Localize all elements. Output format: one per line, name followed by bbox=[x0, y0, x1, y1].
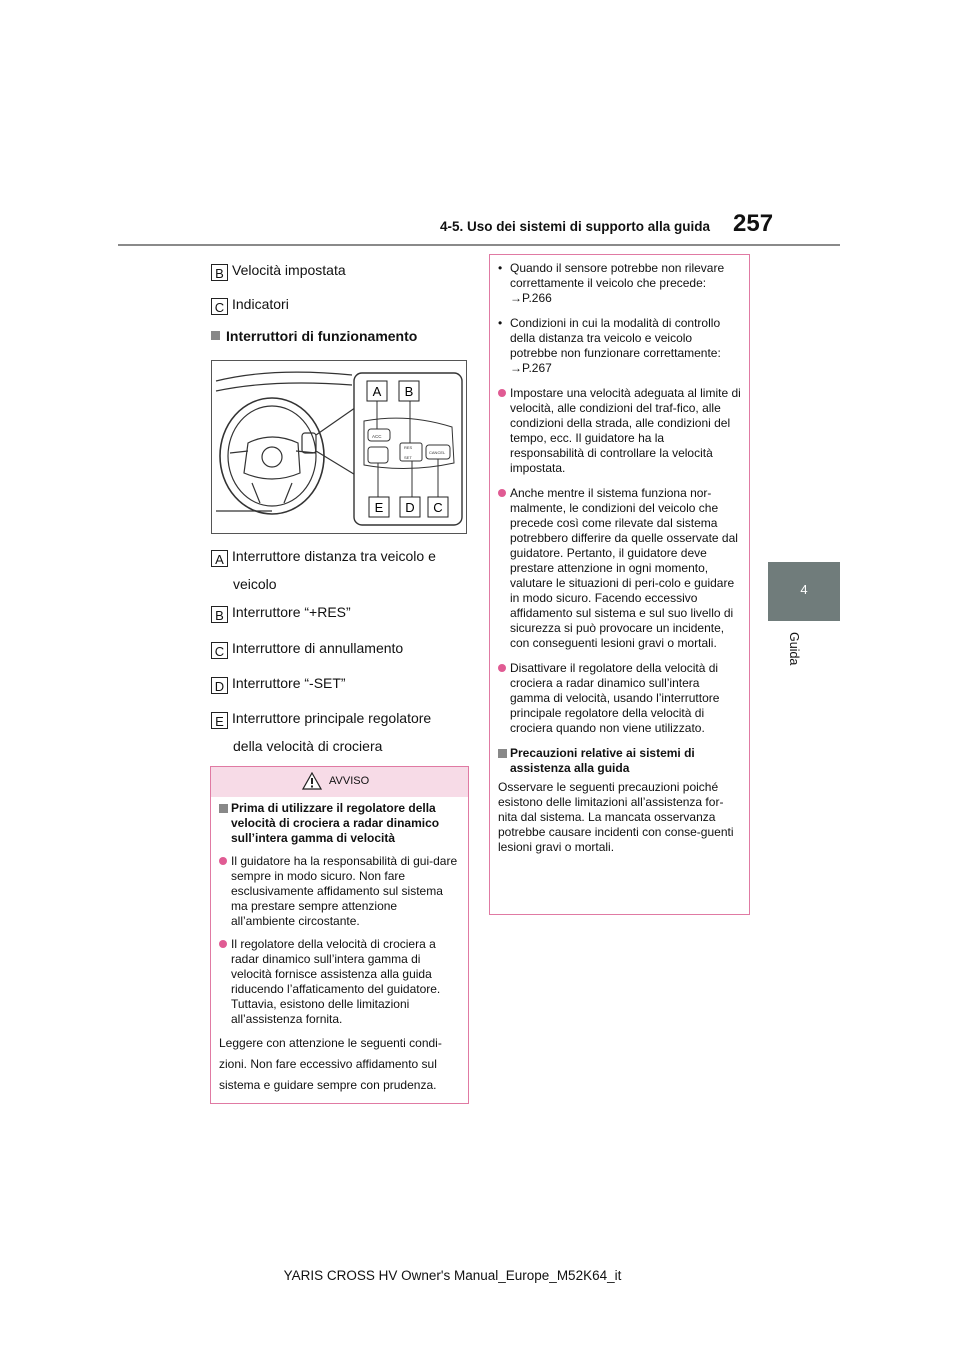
warning-bullet bbox=[219, 854, 460, 929]
warning-triangle-icon bbox=[302, 772, 322, 790]
legend-text: Interruttore “-SET” bbox=[232, 675, 346, 691]
page-reference: →P.267 bbox=[510, 361, 552, 375]
bullet-dot-icon bbox=[219, 940, 227, 948]
callout-label: C bbox=[211, 298, 228, 315]
switch-text-acc: ACC bbox=[372, 434, 382, 439]
legend-text: Velocità impostata bbox=[232, 262, 346, 278]
warning-header bbox=[211, 767, 468, 797]
steering-wheel-illustration bbox=[212, 361, 466, 533]
warning-heading bbox=[219, 801, 460, 846]
precautions-paragraph: Osservare le seguenti precauzioni poiché esistono delle limitazioni all’assistenza for-nita dal sistema. La mancata osservanza potrebbe causare incidenti con conse-guenti lesioni gravi o mortali. bbox=[498, 780, 734, 854]
precautions-heading bbox=[498, 746, 741, 776]
bullet-dot-icon bbox=[498, 489, 506, 497]
steering-wheel-switches-figure bbox=[211, 360, 467, 534]
section-heading-text: Interruttori di funzionamento bbox=[226, 328, 418, 344]
dash-bullet-icon: • bbox=[498, 316, 503, 330]
callout-label: B bbox=[211, 606, 228, 623]
legend-item-main-switch bbox=[211, 704, 471, 760]
square-bullet-icon bbox=[498, 749, 507, 758]
chapter-tab bbox=[768, 562, 840, 621]
precautions-heading-text: Precauzioni relative ai sistemi di assistenza alla guida bbox=[510, 746, 695, 775]
footer-model: YARIS CROSS HV Owner's Manual_Europe_M52K64_it bbox=[283, 1268, 622, 1283]
legend-text: Interruttore principale regolatore bbox=[232, 710, 432, 726]
precaution-bullet-text: Disattivare il regolatore della velocità di crociera a radar dinamico sull’intera gamma di velocità, usando l’interruttore principale regolatore della velocità di crociera quando non viene utilizzato. bbox=[510, 661, 720, 735]
precaution-bullet bbox=[498, 661, 741, 736]
warning-bullet-text: Il guidatore ha la responsabilità di gui-dare sempre in modo sicuro. Non fare esclusivamente affidamento sul sistema ma prestare sempre attenzione all’ambiente circostante. bbox=[231, 854, 458, 928]
callout-label: B bbox=[211, 264, 228, 281]
legend-text: Interruttore “+RES” bbox=[232, 604, 351, 620]
figure-callout-d: D bbox=[405, 500, 415, 515]
legend-item-set-speed bbox=[211, 256, 471, 284]
legend-item-indicators bbox=[211, 290, 471, 318]
precaution-bullet-text: Impostare una velocità adeguata al limite di velocità, alle condizioni del traf-fico, alle condizioni della strada, alle condizioni del tempo, ecc. Il guidatore ha la responsabilità di controllare la velocità impostata. bbox=[510, 386, 741, 475]
legend-text: Interruttore distanza tra veicolo e bbox=[232, 548, 436, 564]
page-header-title: 4-5. Uso dei sistemi di supporto alla guida bbox=[440, 219, 711, 234]
precaution-bullet bbox=[498, 486, 741, 651]
dash-item bbox=[498, 316, 741, 376]
warning-bullet bbox=[219, 937, 460, 1027]
dash-item-text: Quando il sensore potrebbe non rilevare correttamente il veicolo che precede: bbox=[510, 261, 725, 290]
figure-callout-e: E bbox=[374, 500, 384, 515]
legend-text: Interruttore di annullamento bbox=[232, 640, 404, 656]
page-footer bbox=[0, 1268, 960, 1283]
precaution-bullet bbox=[498, 386, 741, 476]
square-bullet-icon bbox=[211, 331, 220, 340]
precautions-box bbox=[489, 254, 750, 915]
chapter-name bbox=[787, 632, 801, 672]
section-heading bbox=[211, 328, 417, 344]
warning-title: AVVISO bbox=[329, 775, 370, 787]
bullet-dot-icon bbox=[219, 857, 227, 865]
callout-label: C bbox=[211, 642, 228, 659]
legend-item-cancel-switch bbox=[211, 634, 471, 662]
page-reference: →P.266 bbox=[510, 291, 552, 305]
legend-text-continued: veicolo bbox=[233, 576, 277, 592]
figure-callout-a: A bbox=[372, 384, 382, 399]
bullet-dot-icon bbox=[498, 389, 506, 397]
legend-item-set-switch bbox=[211, 669, 471, 697]
header-rule bbox=[118, 244, 840, 246]
chapter-name-text: Guida bbox=[787, 632, 801, 666]
precaution-bullet-text: Anche mentre il sistema funziona nor-malmente, le condizioni del veicolo che precede così come rilevate dal sistema potrebbero differire da quelle osservate dal guidatore. Pertanto, il guidatore deve prestare attenzione in ogni momento, valutare le situazioni di peri-colo e guidare in modo sicuro. Facendo eccessivo affidamento sul sistema e sul suo livello di sicurezza si può provocare un incidente, con conseguenti lesioni gravi o mortali. bbox=[510, 486, 738, 650]
callout-label: A bbox=[211, 550, 228, 567]
warning-bullet-text: Il regolatore della velocità di crociera a radar dinamico sull’intera gamma di velocità fornisce assistenza alla guida riducendo l’affaticamento del guidatore. Tuttavia, esistono delle limitazioni all’assistenza fornita. bbox=[231, 937, 441, 1026]
warning-box bbox=[210, 766, 469, 1104]
bullet-dot-icon bbox=[498, 664, 506, 672]
switch-text-set: SET bbox=[404, 455, 412, 460]
legend-text-continued: della velocità di crociera bbox=[233, 738, 383, 754]
legend-item-res-switch bbox=[211, 598, 471, 626]
callout-label: D bbox=[211, 677, 228, 694]
switch-text-res: RES bbox=[404, 445, 413, 450]
dash-item bbox=[498, 261, 741, 306]
callout-label: E bbox=[211, 712, 228, 729]
warning-heading-text: Prima di utilizzare il regolatore della velocità di crociera a radar dinamico sull’intera gamma di velocità bbox=[231, 801, 440, 845]
legend-text: Indicatori bbox=[232, 296, 289, 312]
warning-closing: Leggere con attenzione le seguenti condi-zioni. Non fare eccessivo affidamento sul sistema e guidare sempre con prudenza. bbox=[219, 1036, 442, 1092]
chapter-number: 4 bbox=[800, 582, 808, 597]
dash-item-text: Condizioni in cui la modalità di controllo della distanza tra veicolo e veicolo potrebbe non funzionare correttamente: bbox=[510, 316, 721, 360]
switch-text-cancel: CANCEL bbox=[429, 450, 446, 455]
legend-item-distance-switch bbox=[211, 542, 471, 598]
dash-bullet-icon: • bbox=[498, 261, 503, 275]
figure-callout-b: B bbox=[404, 384, 414, 399]
page-number: 257 bbox=[733, 210, 774, 237]
square-bullet-icon bbox=[219, 804, 228, 813]
figure-callout-c: C bbox=[433, 500, 443, 515]
